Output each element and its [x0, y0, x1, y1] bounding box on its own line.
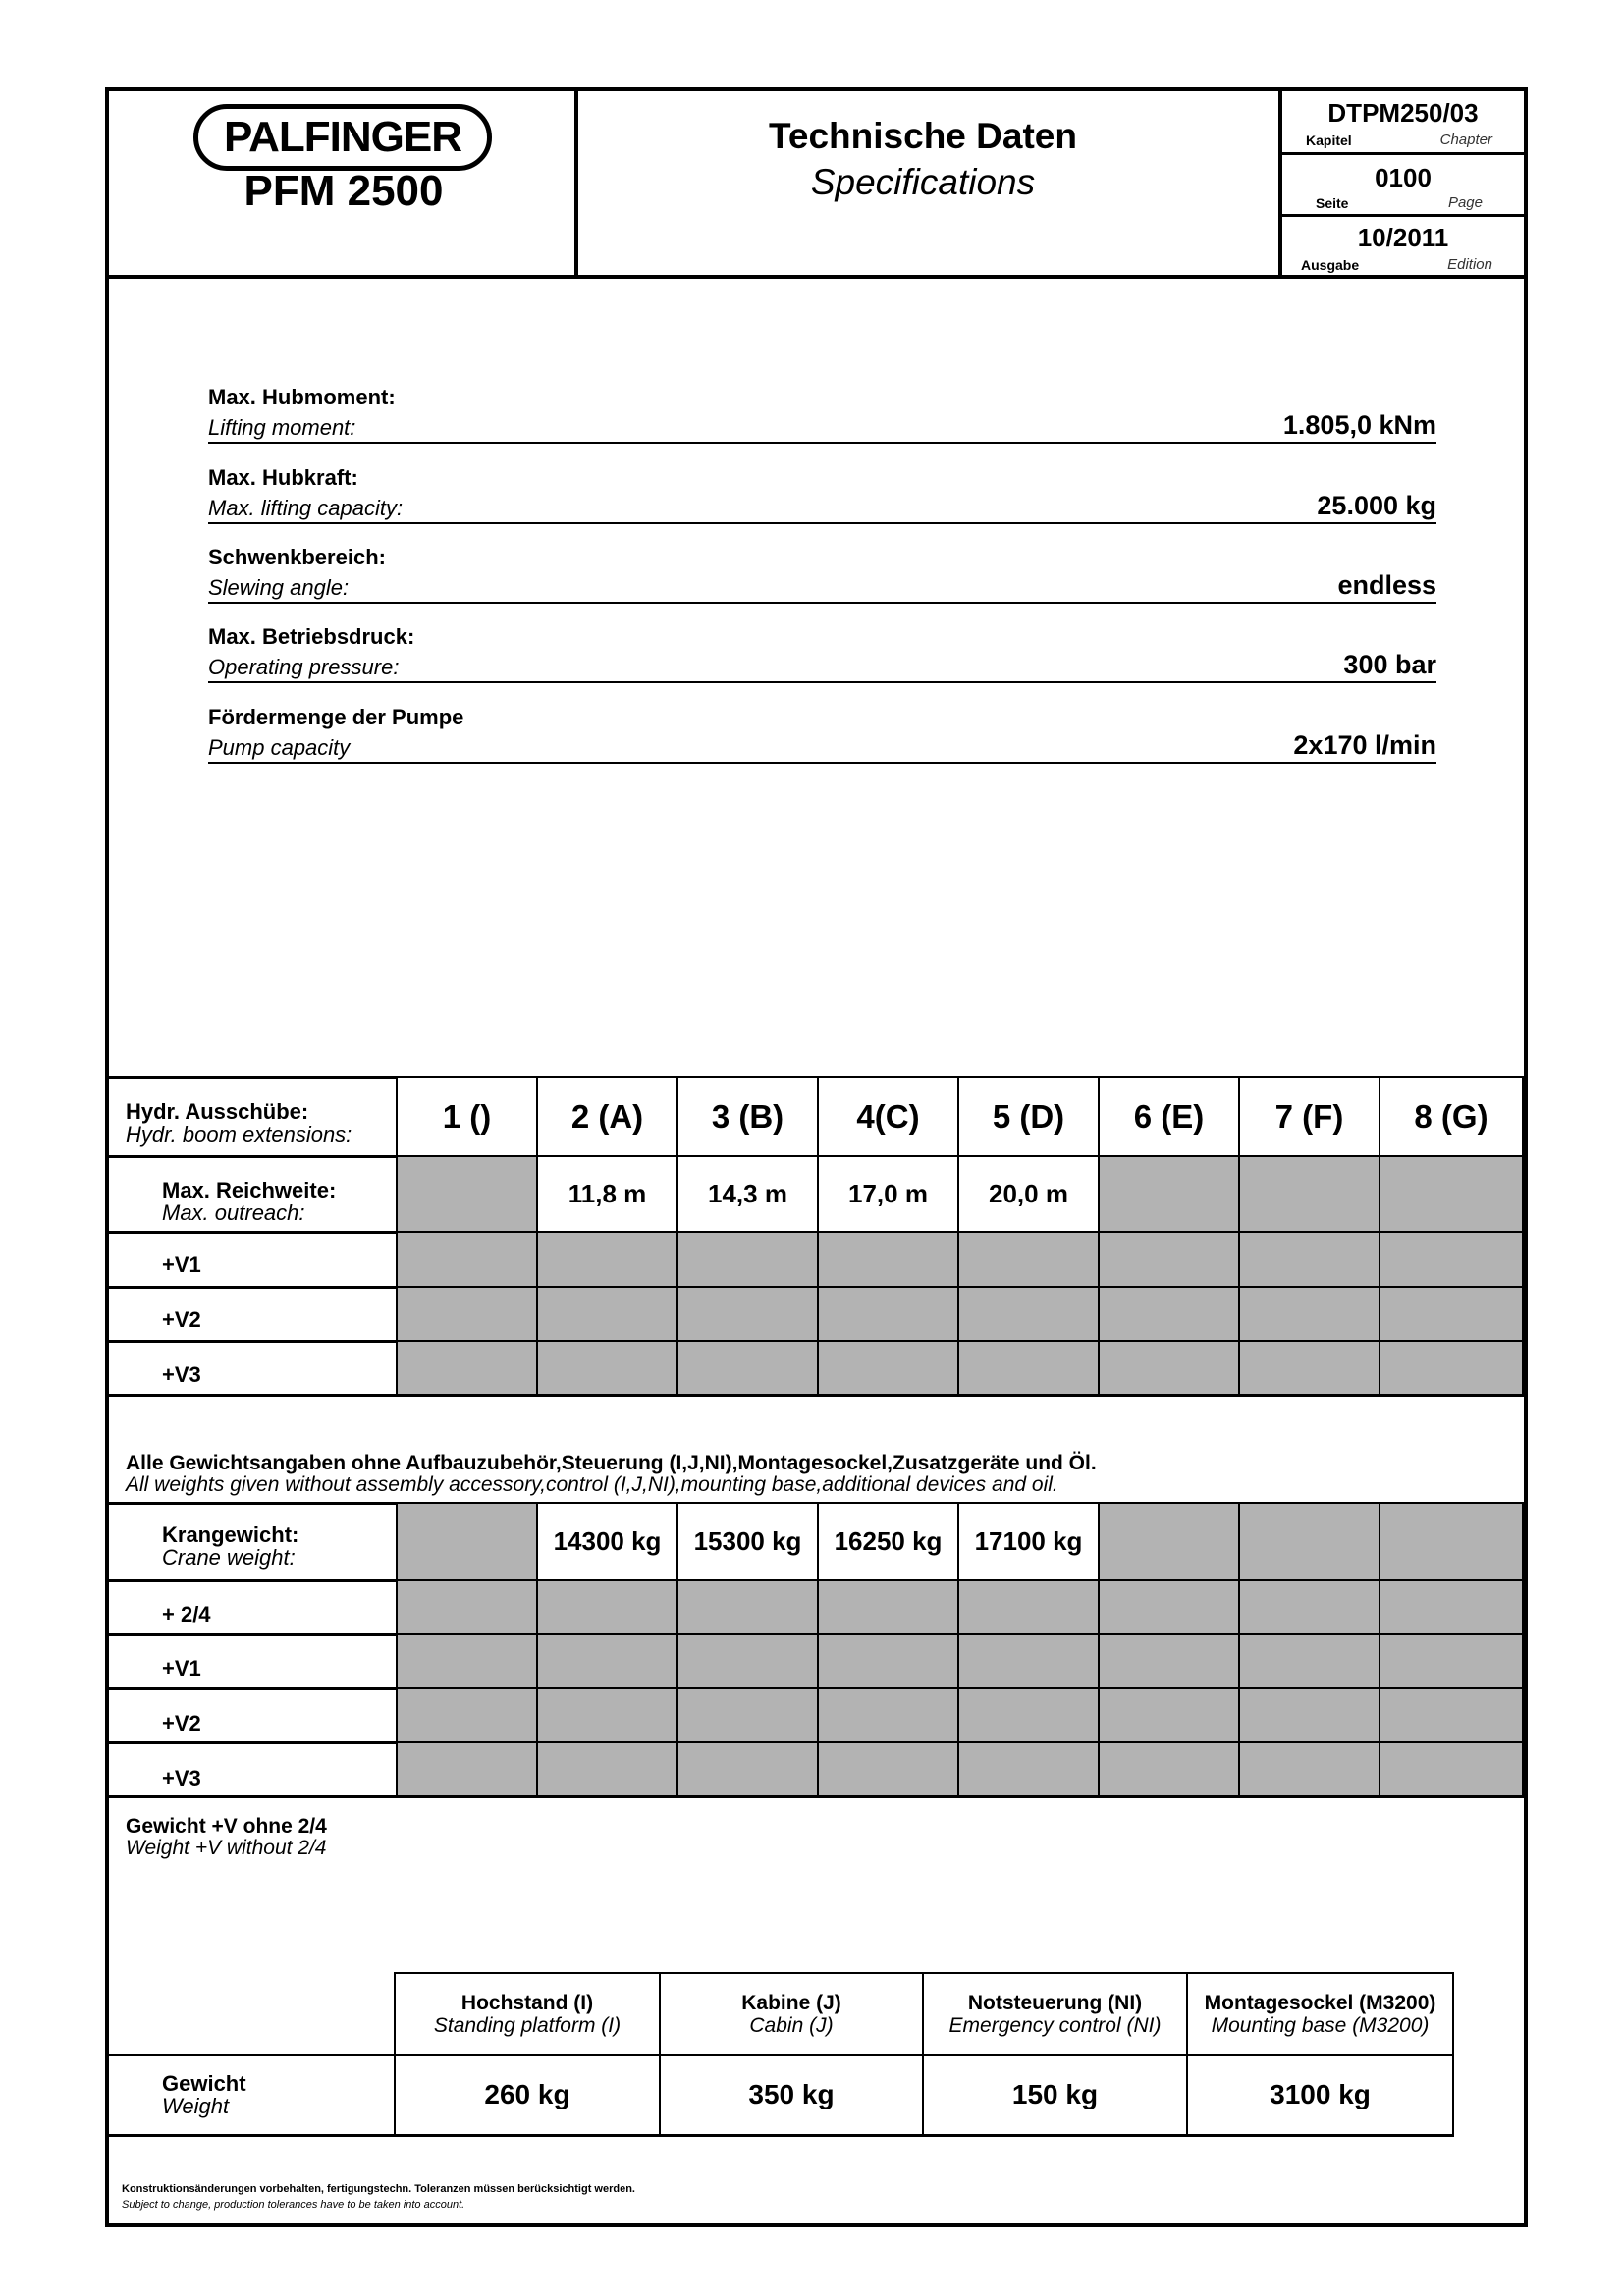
crane-weight-label: Krangewicht: Crane weight: [162, 1522, 299, 1570]
extensions-label: Hydr. Ausschübe: Hydr. boom extensions: [126, 1099, 352, 1147]
outreach-cell [396, 1155, 538, 1233]
crane-weight-24-label: + 2/4 [162, 1602, 211, 1627]
outreach-cell [1098, 1155, 1240, 1233]
palfinger-logo: PALFINGER [193, 104, 492, 171]
grid-line [1238, 1579, 1240, 1797]
page-label: Seite [1316, 195, 1349, 211]
grid-line [957, 1231, 959, 1396]
chapter-label: Kapitel [1306, 133, 1352, 148]
spec-underline [208, 762, 1436, 764]
accessory-weight-label: Gewicht Weight [162, 2071, 246, 2118]
crane-weight-cell: 17100 kg [957, 1502, 1100, 1581]
header-box-line-2 [1278, 214, 1528, 217]
spec-underline [208, 522, 1436, 524]
outreach-v1-label: +V1 [162, 1253, 201, 1277]
crane-weight-v1-label: +V1 [162, 1656, 201, 1681]
page-title: Technische Daten [769, 116, 1077, 156]
grid-line [817, 1579, 819, 1797]
extension-col-header: 6 (E) [1098, 1076, 1240, 1157]
footer-note-de: Konstruktionsänderungen vorbehalten, fertigungstechn. Toleranzen müssen berücksichtigt werden. [122, 2183, 635, 2195]
grid-line [1098, 1579, 1100, 1797]
grid-line [536, 1231, 538, 1396]
spec-label-en: Max. lifting capacity: [208, 496, 404, 520]
page-subtitle: Specifications [810, 162, 1036, 202]
accessory-weight: 150 kg [922, 2054, 1188, 2136]
header-divider [105, 275, 1528, 279]
spec-label-de: Fördermenge der Pumpe [208, 705, 464, 729]
outreach-cell: 17,0 m [817, 1155, 959, 1233]
outreach-v2-cells [396, 1286, 1524, 1342]
edition-label-en: Edition [1447, 256, 1492, 273]
extension-col-header: 4(C) [817, 1076, 959, 1157]
crane-weight-cell: 16250 kg [817, 1502, 959, 1581]
crane-weight-cell [1238, 1502, 1380, 1581]
doc-code: DTPM250/03 [1327, 98, 1479, 128]
extension-col-header: 8 (G) [1379, 1076, 1524, 1157]
grid-line [957, 1579, 959, 1797]
accessory-header: Montagesockel (M3200) Mounting base (M3200) [1186, 1972, 1454, 2056]
crane-weight-24-cells [396, 1579, 1524, 1635]
spec-value: 300 bar [1343, 650, 1436, 679]
outreach-cell: 14,3 m [676, 1155, 819, 1233]
chapter-label-en: Chapter [1439, 132, 1492, 148]
row-line [109, 2134, 1454, 2137]
spec-label-de: Max. Betriebsdruck: [208, 624, 415, 649]
extension-col-header: 1 () [396, 1076, 538, 1157]
weights-note: Alle Gewichtsangaben ohne Aufbauzubehör,Steuerung (I,J,NI),Montagesockel,Zusatzgeräte und Öl. All weights given without assembly accessory,control (I,J,NI),mounting base,additional devices and oil. [126, 1452, 1097, 1496]
accessory-header: Notsteuerung (NI) Emergency control (NI) [922, 1972, 1188, 2056]
grid-line [536, 1579, 538, 1797]
spec-value: 25.000 kg [1317, 491, 1436, 520]
crane-weight-v2-label: +V2 [162, 1711, 201, 1735]
spec-label-en: Pump capacity [208, 735, 351, 760]
crane-weight-v3-cells [396, 1741, 1524, 1797]
outreach-label: Max. Reichweite: Max. outreach: [162, 1178, 337, 1225]
outreach-cell [1238, 1155, 1380, 1233]
extension-col-header: 2 (A) [536, 1076, 678, 1157]
outreach-v3-cells [396, 1340, 1524, 1396]
extension-col-header: 5 (D) [957, 1076, 1100, 1157]
crane-weight-cell [1098, 1502, 1240, 1581]
crane-weight-v3-label: +V3 [162, 1766, 201, 1790]
spec-value: endless [1337, 570, 1436, 600]
outreach-v2-label: +V2 [162, 1308, 201, 1332]
spec-label-en: Lifting moment: [208, 415, 356, 440]
spec-underline [208, 602, 1436, 604]
footer-note-en: Subject to change, production tolerances have to be taken into account. [122, 2199, 465, 2211]
spec-value: 2x170 l/min [1293, 730, 1436, 760]
grid-line [1379, 1231, 1380, 1396]
spec-value: 1.805,0 kNm [1282, 410, 1436, 440]
grid-line [396, 1076, 398, 1396]
outreach-v1-cells [396, 1231, 1524, 1288]
page-label-en: Page [1447, 194, 1483, 211]
grid-line [817, 1231, 819, 1396]
edition-number: 10/2011 [1357, 223, 1449, 252]
grid-line [1098, 1231, 1100, 1396]
spec-label-en: Operating pressure: [208, 655, 400, 679]
weight-v-note: Gewicht +V ohne 2/4 Weight +V without 2/4 [126, 1815, 327, 1859]
spec-label-en: Slewing angle: [208, 575, 350, 600]
outreach-cell: 20,0 m [957, 1155, 1100, 1233]
accessory-weight: 260 kg [394, 2054, 661, 2136]
grid-line [676, 1579, 678, 1797]
model-name: PFM 2500 [243, 167, 444, 215]
grid-line [676, 1231, 678, 1396]
crane-weight-v2-cells [396, 1687, 1524, 1743]
extension-col-header: 3 (B) [676, 1076, 819, 1157]
crane-weight-cell [396, 1502, 538, 1581]
spec-label-de: Max. Hubkraft: [208, 465, 358, 490]
header-box-line-1 [1278, 152, 1528, 155]
spec-underline [208, 442, 1436, 444]
crane-weight-cell [1379, 1502, 1524, 1581]
accessory-header: Kabine (J) Cabin (J) [659, 1972, 924, 2056]
accessory-weight: 350 kg [659, 2054, 924, 2136]
edition-label: Ausgabe [1301, 257, 1360, 273]
crane-weight-v1-cells [396, 1633, 1524, 1689]
outreach-cell: 11,8 m [536, 1155, 678, 1233]
grid-line [396, 1502, 398, 1797]
accessory-header: Hochstand (I) Standing platform (I) [394, 1972, 661, 2056]
crane-weight-cell: 14300 kg [536, 1502, 678, 1581]
grid-line [1238, 1231, 1240, 1396]
page-number: 0100 [1375, 163, 1432, 192]
grid-line [1379, 1579, 1380, 1797]
extension-col-header: 7 (F) [1238, 1076, 1380, 1157]
spec-label-de: Schwenkbereich: [208, 545, 386, 569]
header-col-divider-1 [574, 87, 578, 277]
outreach-v3-label: +V3 [162, 1362, 201, 1387]
crane-weight-cell: 15300 kg [676, 1502, 819, 1581]
spec-underline [208, 681, 1436, 683]
accessory-weight: 3100 kg [1186, 2054, 1454, 2136]
outreach-cell [1379, 1155, 1524, 1233]
spec-label-de: Max. Hubmoment: [208, 385, 396, 409]
